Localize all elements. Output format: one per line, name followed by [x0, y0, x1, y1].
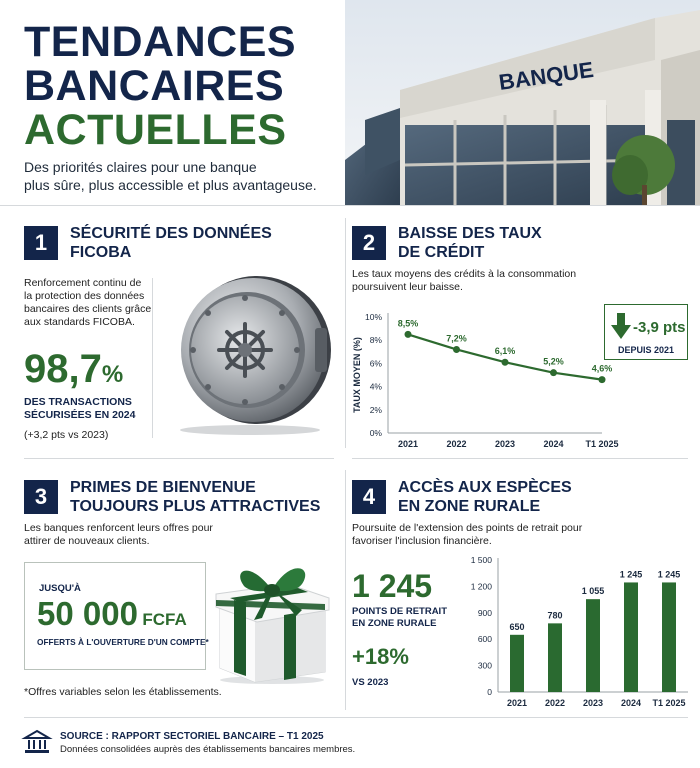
section-2-title-line-1: BAISSE DES TAUX	[398, 225, 542, 242]
bar-chart-y-tick: 600	[477, 634, 492, 645]
divider	[345, 470, 346, 710]
section-4-title-line-2: EN ZONE RURALE	[398, 498, 541, 515]
line-chart-x-tick: 2022	[446, 439, 467, 449]
bank-building-photo	[345, 0, 700, 205]
bar-chart-value-label: 650	[509, 621, 525, 632]
building-sign: BANQUE	[497, 56, 596, 95]
bar-chart-x-tick: 2024	[620, 698, 642, 708]
bar-chart-x-tick: 2022	[544, 698, 566, 708]
page-title	[24, 20, 296, 152]
offer-value: 50 000	[37, 595, 138, 632]
section-4-description	[352, 522, 652, 548]
rural-points-label-2: EN ZONE RURALE	[352, 618, 437, 629]
line-chart-point-label: 7,2%	[446, 333, 467, 344]
line-chart-x-tick: T1 2025	[585, 439, 619, 449]
line-chart-point	[502, 359, 509, 366]
bar-chart-y-tick: 1 200	[470, 581, 492, 592]
security-stat-label	[24, 396, 135, 422]
offer-footnote: *Offres variables selon les établissements.	[24, 686, 222, 698]
line-chart-point	[405, 331, 412, 338]
withdrawal-points-bar-chart	[462, 552, 692, 714]
title-line-1: TENDANCES	[24, 18, 297, 66]
s2-desc-2: poursuivent leur baisse.	[352, 281, 463, 293]
section-4-title-line-1: ACCÈS AUX ESPÈCES	[398, 479, 572, 496]
section-2-title	[398, 224, 542, 262]
rural-growth-label: VS 2023	[352, 677, 389, 688]
line-chart-x-tick: 2023	[494, 439, 516, 449]
bar-chart-bar	[510, 635, 524, 692]
bar-chart-x-tick: T1 2025	[652, 698, 686, 708]
rural-points-label-1: POINTS DE RETRAIT	[352, 606, 448, 617]
line-chart-point	[550, 369, 557, 376]
section-2-title-line-2: DE CRÉDIT	[398, 244, 485, 261]
bar-chart-bar	[624, 582, 638, 692]
vault-door-icon	[165, 268, 335, 436]
bar-chart-value-label: 1 245	[619, 569, 643, 580]
bar-chart-value-label: 1 245	[657, 569, 681, 580]
s1-desc-4: aux standards FICOBA.	[24, 316, 135, 328]
s1-desc-2: la protection des données	[24, 290, 145, 302]
bar-chart-y-tick: 300	[477, 660, 492, 671]
s3-desc-1: Les banques renforcent leurs offres pour	[24, 522, 213, 534]
s3-desc-2: attirer de nouveaux clients.	[24, 535, 150, 547]
divider	[24, 717, 688, 718]
section-3-description	[24, 522, 264, 548]
bank-icon	[24, 729, 50, 755]
section-3-title	[70, 478, 320, 516]
gift-box-icon	[210, 550, 335, 685]
offer-unit: FCFA	[142, 610, 187, 629]
line-chart-point-label: 5,2%	[543, 356, 564, 367]
down-arrow-icon	[611, 313, 631, 339]
security-stat-unit: %	[101, 361, 124, 388]
section-1-description	[24, 277, 184, 329]
s4-desc-2: favoriser l'inclusion financière.	[352, 535, 492, 547]
line-chart-y-axis-label: TAUX MOYEN (%)	[352, 337, 362, 413]
header	[0, 0, 700, 205]
section-3-title-line-2: TOUJOURS PLUS ATTRACTIVES	[70, 498, 321, 515]
rural-growth-value: +18%	[352, 644, 409, 669]
section-1-title-line-1: SÉCURITÉ DES DONNÉES	[70, 225, 272, 242]
line-chart-point	[599, 376, 606, 383]
rate-decrease-value: -3,9 pts	[633, 319, 686, 336]
welcome-offer-box	[24, 562, 209, 670]
rate-line-chart	[350, 305, 619, 455]
security-stat-label-2: SÉCURISÉES EN 2024	[24, 409, 136, 421]
rural-points-label	[352, 606, 447, 630]
section-4-number: 4	[352, 480, 386, 514]
offer-prefix: JUSQU'À	[39, 583, 81, 594]
rate-decrease-callout	[604, 304, 688, 360]
section-3-title-line-1: PRIMES DE BIENVENUE	[70, 479, 256, 496]
title-line-2: BANCAIRES	[24, 62, 285, 110]
divider	[24, 458, 334, 459]
divider	[345, 218, 346, 448]
line-chart-point	[453, 346, 460, 353]
section-2-description	[352, 268, 612, 294]
line-chart-point-label: 8,5%	[397, 318, 419, 329]
line-chart-y-tick: 6%	[369, 358, 382, 369]
security-stat	[24, 348, 123, 396]
section-1-title	[70, 224, 272, 262]
section-4-title	[398, 478, 572, 516]
subtitle-line-2: plus sûre, plus accessible et plus avantageuse.	[24, 177, 317, 193]
divider	[352, 458, 688, 459]
footer-source: SOURCE : RAPPORT SECTORIEL BANCAIRE – T1 2025	[60, 731, 324, 742]
line-chart-x-tick: 2024	[543, 439, 564, 449]
line-chart-point-label: 6,1%	[494, 346, 516, 357]
s1-desc-3: bancaires des clients grâce	[24, 303, 152, 315]
subtitle-line-1: Des priorités claires pour une banque	[24, 159, 257, 175]
section-1-title-line-2: FICOBA	[70, 244, 132, 261]
bar-chart-y-tick: 0	[487, 687, 492, 697]
s1-desc-1: Renforcement continu de	[24, 277, 142, 289]
section-1-number: 1	[24, 226, 58, 260]
divider	[0, 205, 700, 206]
divider	[152, 278, 153, 438]
bar-chart-y-tick: 900	[477, 607, 492, 618]
line-chart-y-tick: 2%	[369, 404, 382, 415]
bar-chart-x-tick: 2023	[582, 698, 604, 708]
bar-chart-value-label: 1 055	[581, 586, 605, 597]
offer-label: OFFERTS À L'OUVERTURE D'UN COMPTE*	[37, 637, 209, 647]
bar-chart-value-label: 780	[547, 610, 563, 621]
page-subtitle	[24, 158, 344, 194]
bar-chart-bar	[662, 582, 676, 692]
bar-chart-x-tick: 2021	[506, 698, 528, 708]
bar-chart-bar	[586, 599, 600, 692]
line-chart-series-line	[408, 334, 602, 379]
title-line-3: ACTUELLES	[24, 106, 287, 154]
line-chart-y-tick: 4%	[369, 381, 382, 392]
s2-desc-1: Les taux moyens des crédits à la consommation	[352, 268, 577, 280]
s4-desc-1: Poursuite de l'extension des points de retrait pour	[352, 522, 583, 534]
offer-amount	[37, 595, 187, 633]
bar-chart-y-tick: 1 500	[470, 555, 492, 565]
rate-decrease-label: DEPUIS 2021	[617, 345, 675, 355]
line-chart-y-tick: 0%	[369, 428, 382, 438]
line-chart-point-label: 4,6%	[591, 363, 613, 374]
line-chart-y-tick: 10%	[364, 312, 382, 322]
rural-points-value: 1 245	[352, 568, 433, 604]
section-2-number: 2	[352, 226, 386, 260]
section-3-number: 3	[24, 480, 58, 514]
security-stat-note: (+3,2 pts vs 2023)	[24, 429, 109, 441]
bar-chart-bar	[548, 623, 562, 692]
footer-note: Données consolidées auprès des établissements bancaires membres.	[60, 744, 356, 755]
security-stat-value: 98,7	[24, 347, 102, 391]
security-stat-label-1: DES TRANSACTIONS	[24, 396, 132, 408]
line-chart-y-tick: 8%	[369, 335, 382, 346]
line-chart-x-tick: 2021	[397, 439, 419, 449]
